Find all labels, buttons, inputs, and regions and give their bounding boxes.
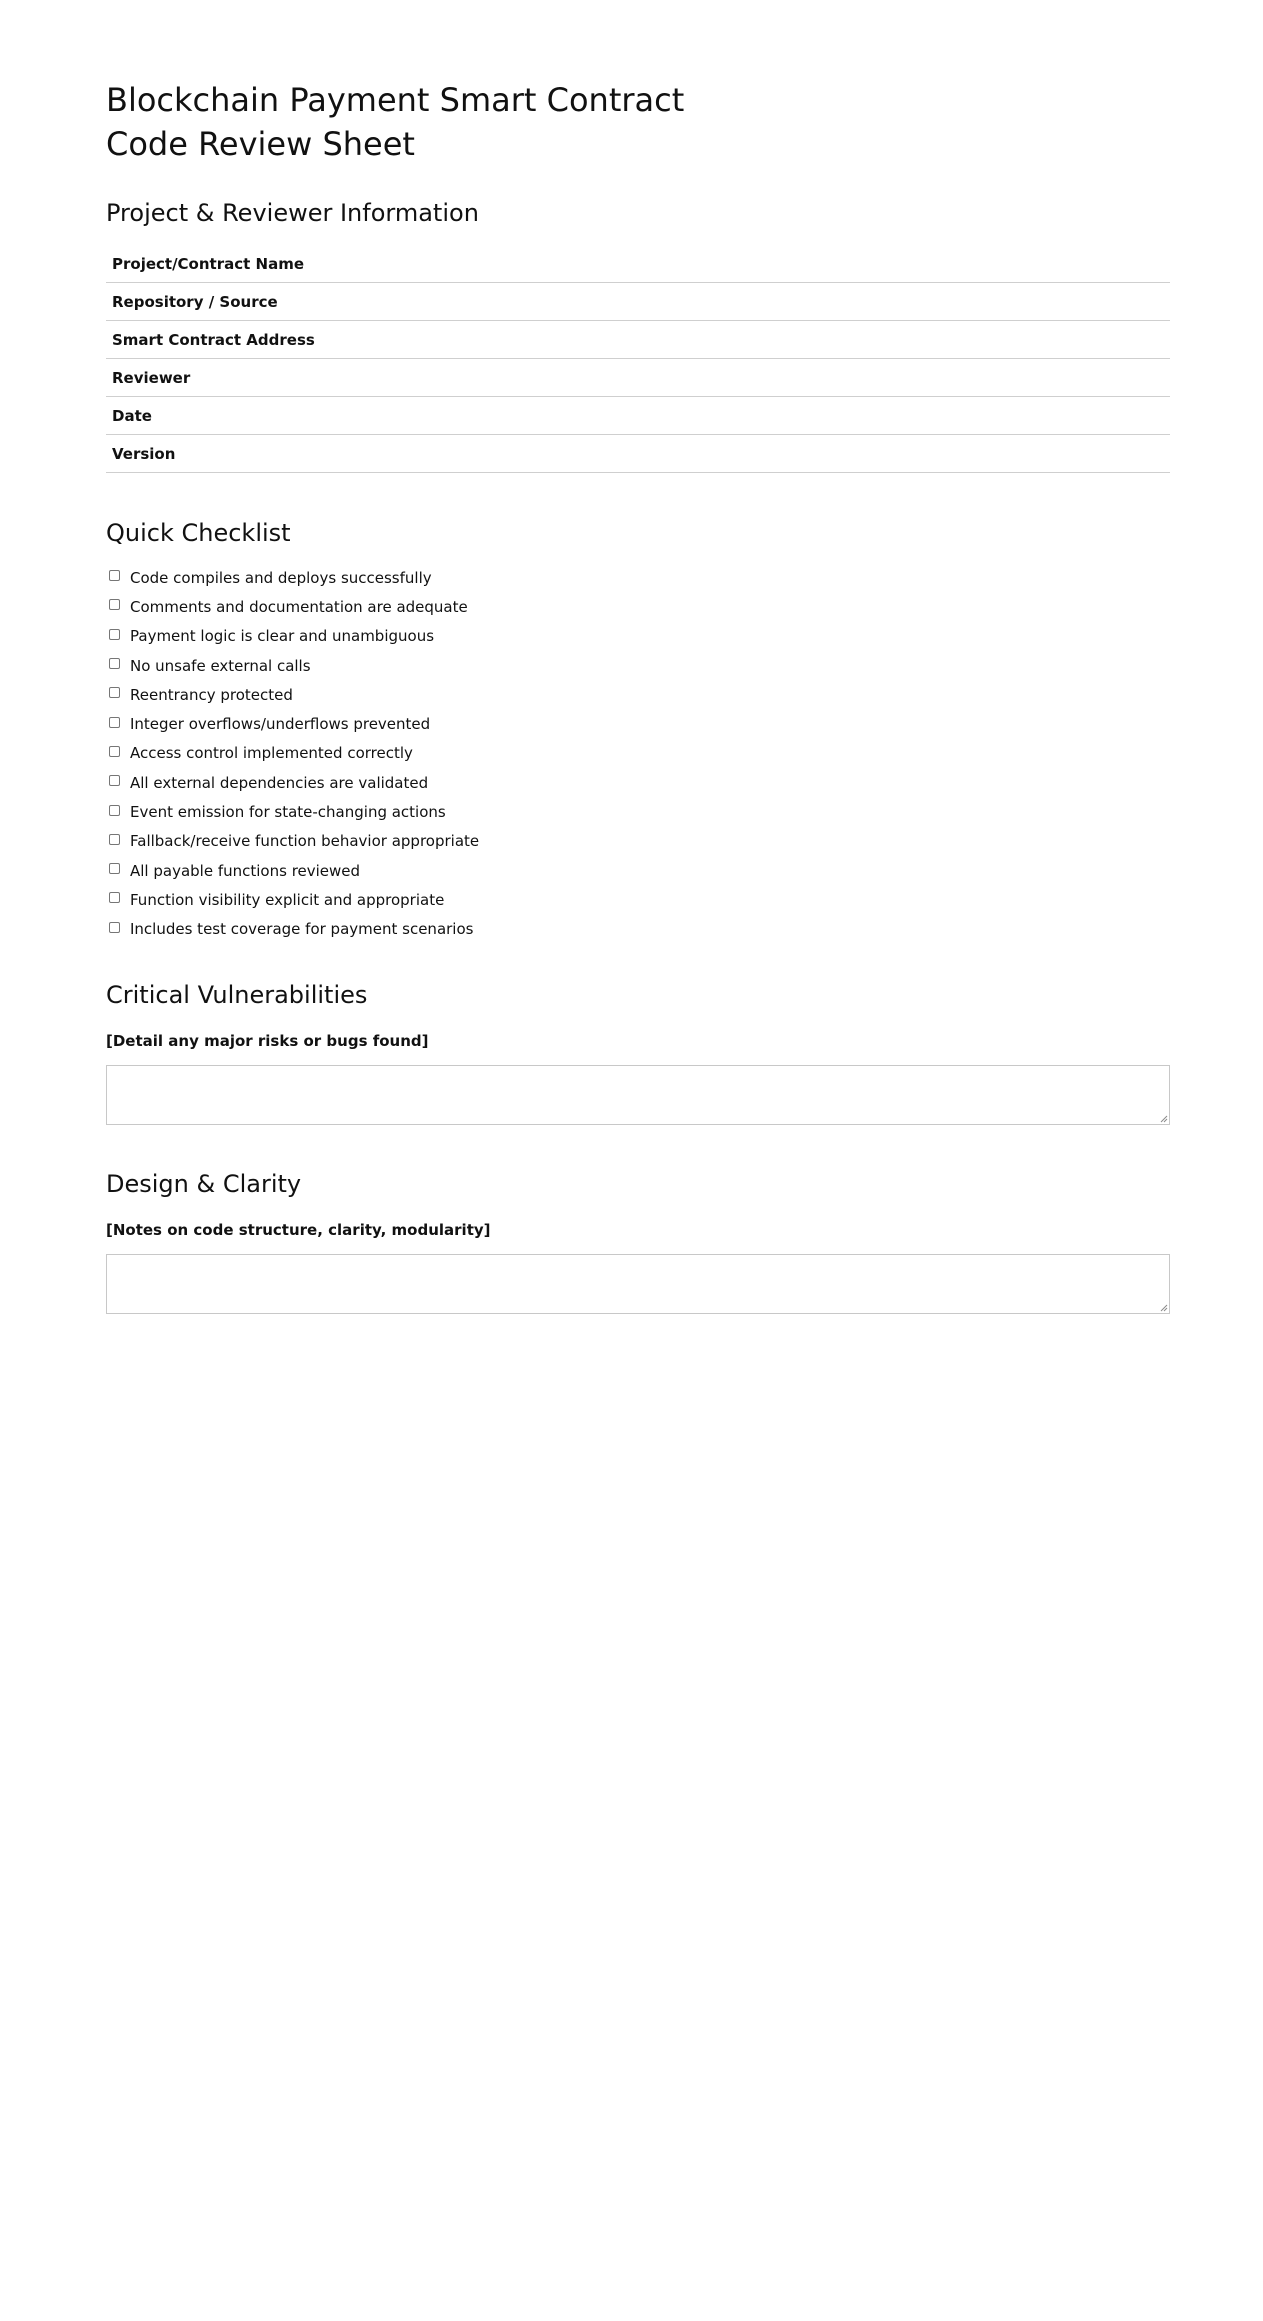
checklist-item-label: Access control implemented correctly — [130, 744, 413, 763]
checklist-checkbox[interactable] — [109, 863, 120, 874]
table-row — [106, 359, 1170, 397]
critical-vulnerabilities-textarea[interactable] — [106, 1065, 1170, 1125]
list-item — [106, 768, 479, 797]
table-row — [106, 245, 1170, 283]
contract-address-label: Smart Contract Address — [106, 321, 1170, 359]
checklist-item-label: Fallback/receive function behavior appropriate — [130, 832, 480, 851]
page-title-line1: Blockchain Payment Smart Contract — [106, 81, 685, 119]
checklist-item-label: Code compiles and deploys successfully — [130, 568, 432, 587]
checklist-checkbox[interactable] — [109, 687, 120, 698]
repository-label: Repository / Source — [106, 283, 1170, 321]
version-label: Version — [106, 435, 1170, 473]
checklist-item-label: All external dependencies are validated — [130, 773, 429, 792]
design-clarity-label: [Notes on code structure, clarity, modularity] — [106, 1221, 491, 1239]
checklist-item-label: All payable functions reviewed — [130, 861, 361, 880]
project-name-label: Project/Contract Name — [106, 245, 1170, 283]
checklist-checkbox[interactable] — [109, 892, 120, 903]
table-row — [106, 397, 1170, 435]
list-item — [106, 915, 479, 944]
list-item — [106, 680, 479, 709]
checklist-checkbox[interactable] — [109, 717, 120, 728]
checklist-item-label: Reentrancy protected — [130, 685, 293, 704]
project-info-table — [106, 245, 1170, 473]
checklist-checkbox[interactable] — [109, 570, 120, 581]
list-item — [106, 856, 479, 885]
list-item — [106, 622, 479, 651]
table-row — [106, 435, 1170, 473]
page-title-line2: Code Review Sheet — [106, 125, 415, 163]
page-title — [106, 78, 806, 166]
checklist-item-label: Integer overflows/underflows prevented — [130, 715, 431, 734]
reviewer-label: Reviewer — [106, 359, 1170, 397]
resize-grip-icon[interactable] — [1160, 1115, 1168, 1123]
list-item — [106, 651, 479, 680]
resize-grip-icon[interactable] — [1160, 1304, 1168, 1312]
critical-vulnerabilities-heading: Critical Vulnerabilities — [106, 981, 368, 1009]
checklist-item-label: Includes test coverage for payment scenarios — [130, 920, 474, 939]
checklist-checkbox[interactable] — [109, 834, 120, 845]
checklist-checkbox[interactable] — [109, 922, 120, 933]
design-clarity-heading: Design & Clarity — [106, 1170, 302, 1198]
checklist-item-label: Event emission for state-changing actions — [130, 803, 446, 822]
list-item — [106, 563, 479, 592]
blank-area — [0, 1316, 1263, 2321]
checklist-checkbox[interactable] — [109, 658, 120, 669]
checklist-checkbox[interactable] — [109, 805, 120, 816]
table-row — [106, 283, 1170, 321]
project-info-heading: Project & Reviewer Information — [106, 199, 479, 227]
checklist-checkbox[interactable] — [109, 599, 120, 610]
list-item — [106, 797, 479, 826]
checklist-checkbox[interactable] — [109, 746, 120, 757]
checklist-heading: Quick Checklist — [106, 519, 291, 547]
checklist-item-label: No unsafe external calls — [130, 656, 311, 675]
checklist-item-label: Comments and documentation are adequate — [130, 597, 468, 616]
checklist-checkbox[interactable] — [109, 775, 120, 786]
date-label: Date — [106, 397, 1170, 435]
quick-checklist — [106, 563, 479, 944]
checklist-item-label: Payment logic is clear and unambiguous — [130, 627, 435, 646]
checklist-checkbox[interactable] — [109, 629, 120, 640]
critical-vulnerabilities-label: [Detail any major risks or bugs found] — [106, 1032, 429, 1050]
design-clarity-textarea[interactable] — [106, 1254, 1170, 1314]
list-item — [106, 709, 479, 738]
list-item — [106, 739, 479, 768]
table-row — [106, 321, 1170, 359]
list-item — [106, 827, 479, 856]
checklist-item-label: Function visibility explicit and appropriate — [130, 890, 445, 909]
list-item — [106, 885, 479, 914]
list-item — [106, 592, 479, 621]
